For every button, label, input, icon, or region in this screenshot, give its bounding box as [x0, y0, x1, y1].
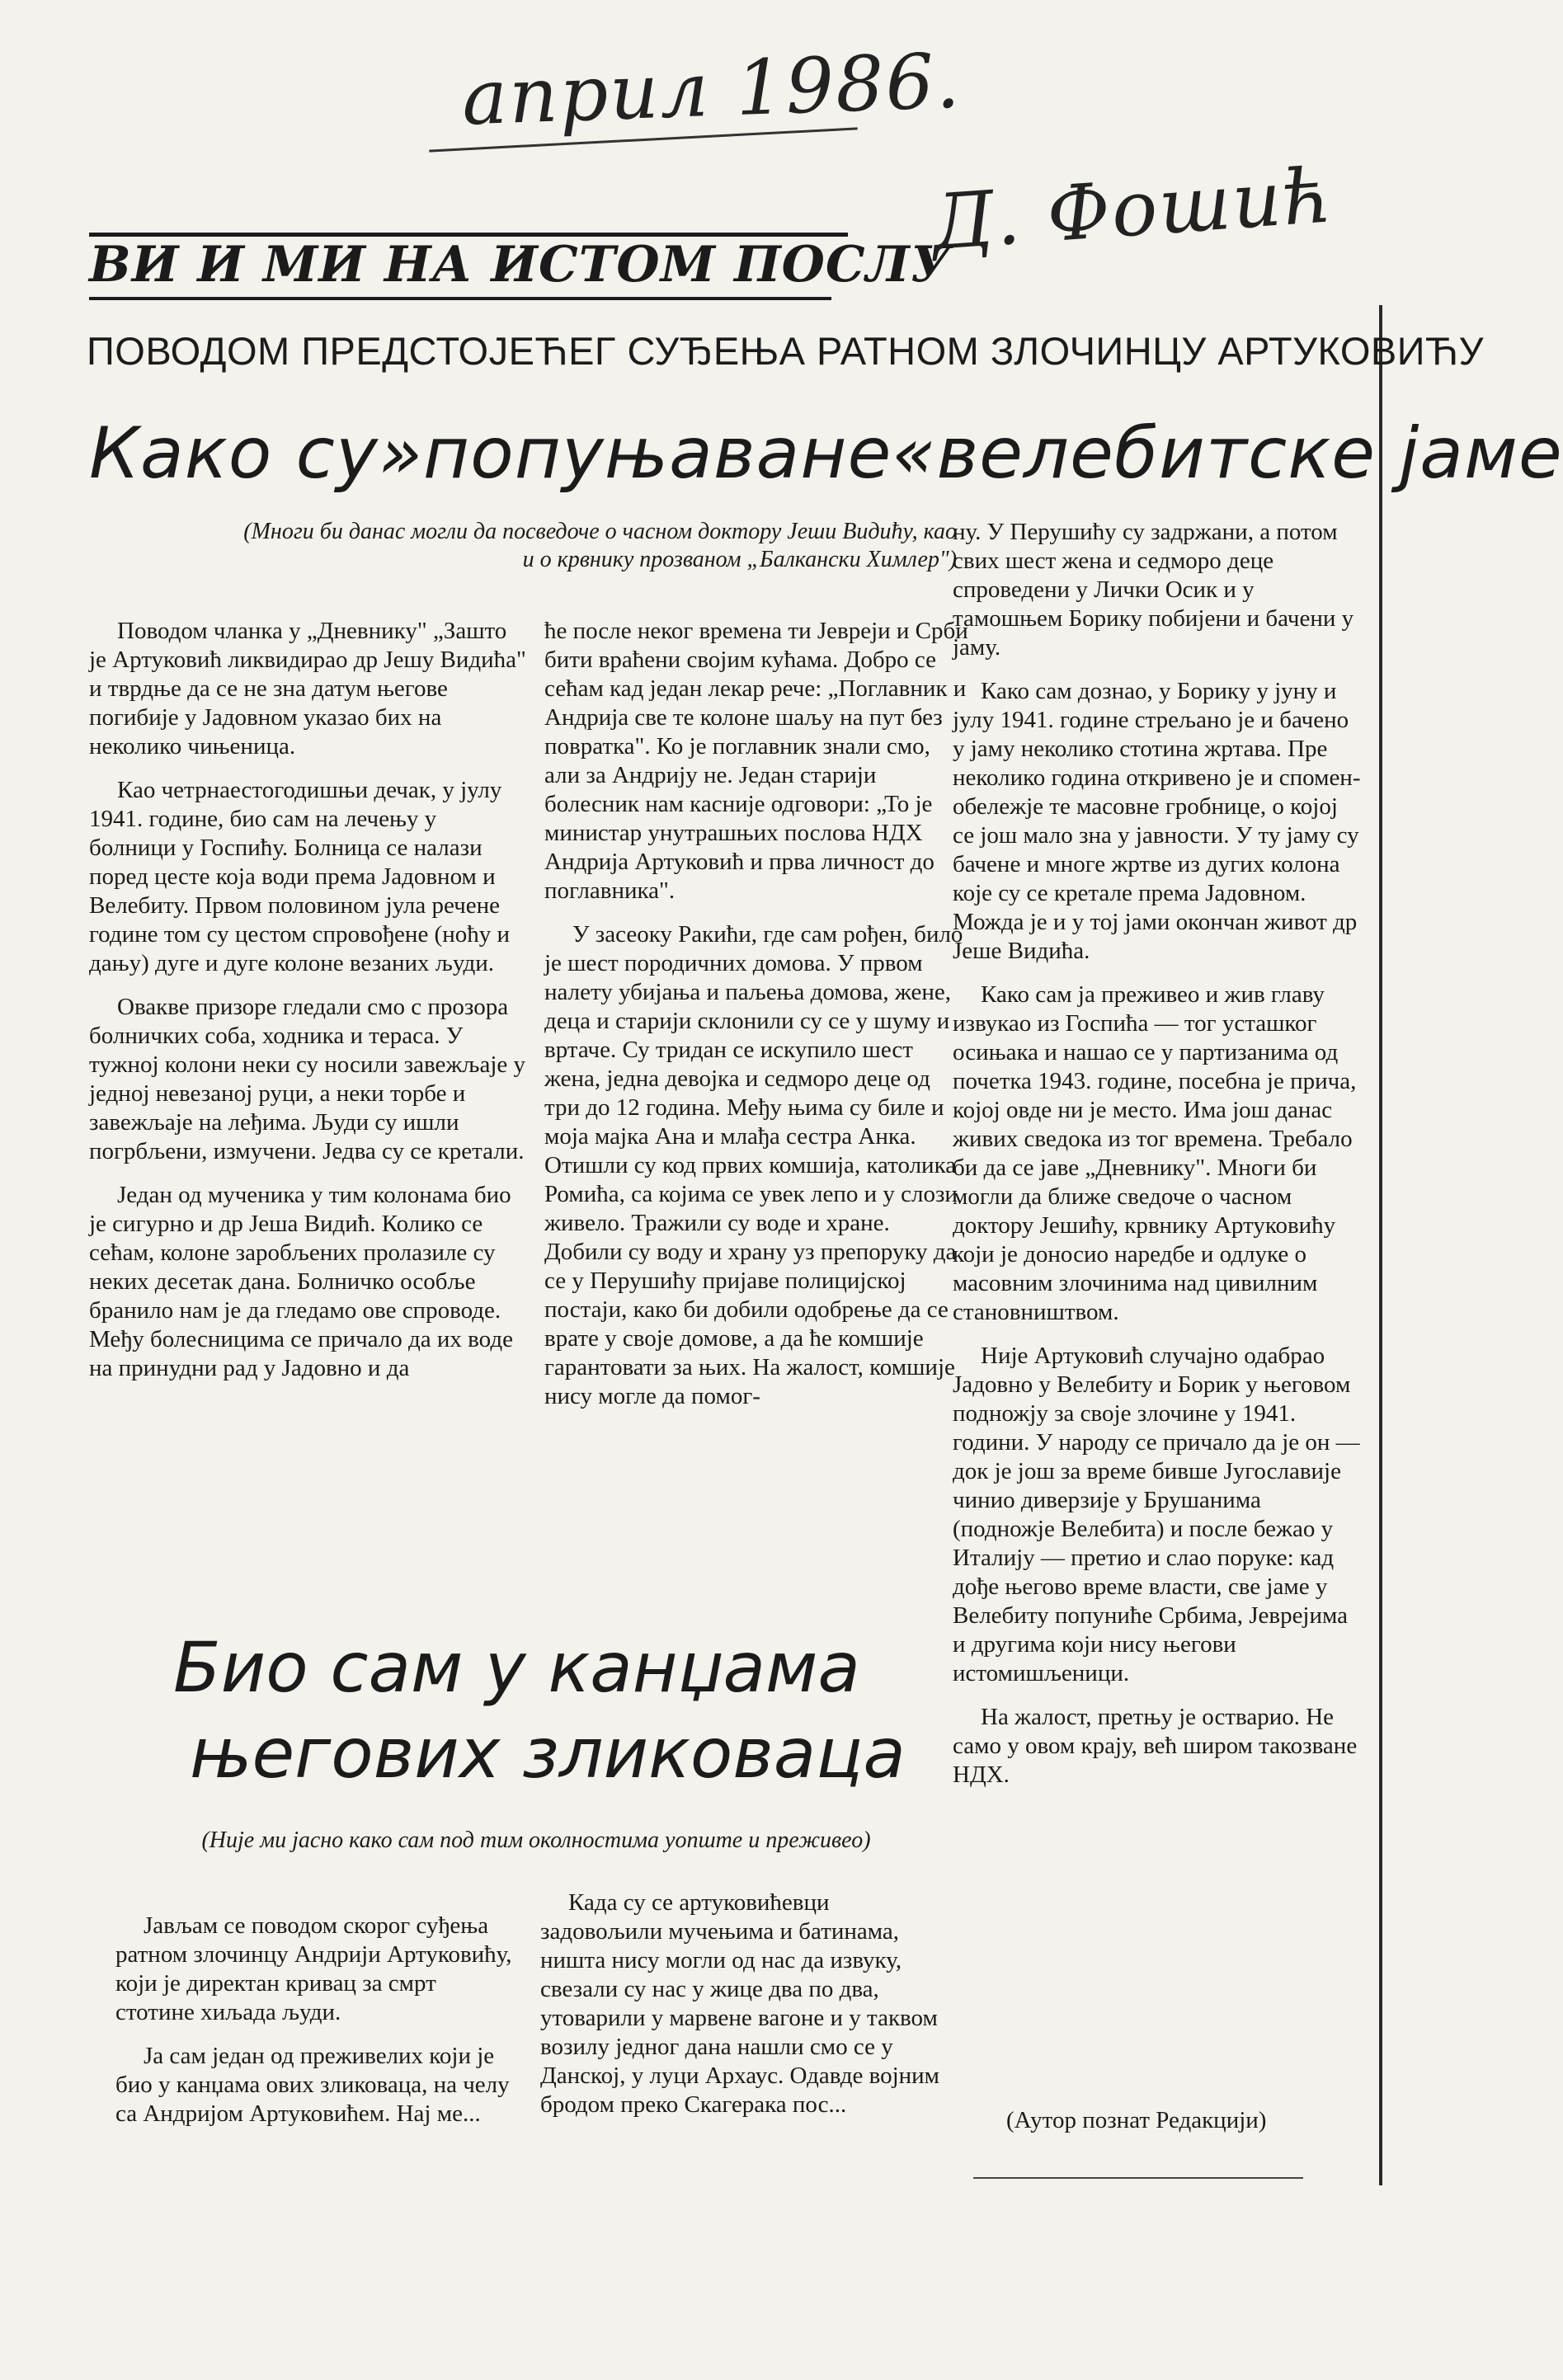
kicker-bottom-rule	[89, 297, 831, 300]
handwritten-signature: Д. Фошић	[929, 151, 1336, 267]
overline-heading: ПОВОДОМ ПРЕДСТОЈЕЋЕГ СУЂЕЊА РАТНОМ ЗЛОЧИНЦУ АРТУКОВИЋУ	[87, 329, 1485, 373]
article1-headline: Како су»попуњаване«велебитске јаме	[89, 412, 1563, 495]
paragraph: Поводом чланка у „Дневнику" „Зашто је Артуковић ликвидирао др Јешу Видића" и тврдње да се не зна датум његове погибије у Јадовном указао бих на неколико чињеница.	[89, 618, 526, 760]
article2-deck: (Није ми јасно како сам под тим околностима уопште и преживео)	[201, 1827, 871, 1853]
article1-column-3	[953, 518, 1365, 1804]
paragraph: Овакве призоре гледали смо с прозора болничких соба, ходника и тераса. У тужној колони неки су носили завежљаје у једној невезаној руци, а неки торбе и завежљаје на леђима. Људи су ишли погрбљени, измучени. Једва су се кретали.	[89, 994, 526, 1164]
article1-column-1	[89, 617, 526, 1398]
paragraph: ну. У Перушићу су задржани, а потом свих шест жена и седморо деце спроведени у Лички Осик и у тамошњем Борику побијени и бачени у јаму.	[953, 519, 1354, 661]
bottom-rule	[973, 2177, 1303, 2179]
article1-column-2	[544, 617, 969, 1426]
paragraph: Када су се артуковићевци задовољили мучењима и батинама, ништа нису могли од нас да извуку, свезали су нас у жице два по два, утоварили у марвене вагоне и у таквом возилу једног дана нашли смо се у Данској, у луци Архаус. Одавде војним бродом преко Скагерака пос...	[540, 1889, 940, 2118]
article2-headline-line2: његових зликоваца	[190, 1713, 906, 1794]
paragraph: Како сам дознао, у Борику у јуну и јулу 1941. године стрељано је и бачено у јаму неколико стотина жртава. Пре неколико година откривено је и спомен-обележје те масовне гробнице, о којој се још мало зна у јавности. У ту јаму су бачене и многе жртве из дугих колона које су се кретале према Јадовном. Можда је и у тој јами окончан живот др Јеше Видића.	[953, 678, 1361, 964]
paragraph: Јављам се поводом скорог суђења ратном злочинцу Андрији Артуковићу, који је директан кривац за смрт стотине хиљада људи.	[115, 1912, 512, 2025]
paragraph: ће после неког времена ти Јевреји и Срби бити враћени својим кућама. Добро се сећам кад један лекар рече: „Поглавник и Андрија све те колоне шаљу на пут без повратка". Ко је поглавник знали смо, али за Андрију не. Један старији болесник нам касније одговори: „То је министар унутрашњих послова НДХ Андрија Артуковић и прва личност до поглавника".	[544, 618, 968, 904]
paragraph: Ја сам један од преживелих који је био у канџама ових зликоваца, на челу са Андријом Артуковићем. Нај ме...	[115, 2043, 510, 2127]
handwritten-date: април 1986.	[460, 36, 963, 143]
article2-headline	[173, 1625, 916, 1796]
paragraph: Као четрнаестогодишњи дечак, у јулу 1941. године, био сам на лечењу у болници у Госпићу. Болница се налази поред цесте која води према Јадовном и Велебиту. Првом половином јула речене године том су цестом спровођене (ноћу и дању) дуге и дуге колоне везаних људи.	[89, 777, 511, 976]
article2-column-1	[115, 1912, 520, 2143]
article2-headline-line1: Био сам у канџама	[173, 1627, 860, 1708]
column-frame-rule	[1379, 305, 1382, 2185]
paragraph: У засеоку Ракићи, где сам рођен, било је шест породичних домова. У првом налету убијања и паљења домова, жене, деца и старији склонили су се у шуму и вртаче. Су тридан се искупило шест жена, једна девојка и седморо деце од три до 12 година. Међу њима су биле и моја мајка Ана и млађа сестра Анка. Отишли су код првих комшија, католика Ромића, са којима се увек лепо и у слози живело. Тражили су воде и хране. Добили су воду и храну уз препоруку да се у Перушићу пријаве полицијској постаји, како би добили одобрење да се врате у своје домове, а да ће комшије гарантовати за њих. На жалост, комшије нису могле да помог-	[544, 921, 963, 1409]
kicker-heading: ВИ И МИ НА ИСТОМ ПОСЛУ	[89, 236, 952, 294]
article2-column-2	[540, 1888, 944, 2134]
paragraph: На жалост, претњу је остварио. Не само у овом крају, већ широм такозване НДХ.	[953, 1704, 1358, 1788]
paragraph: Како сам ја преживео и жив главу извукао из Госпића — тог усташког осињака и нашао се у партизанима од почетка 1943. године, посебна је прича, којој овде ни је место. Има још данас живих сведока из тог времена. Требало би да се јаве „Дневнику". Многи би могли да ближе сведоче о часном доктору Јешићу, крвнику Артуковићу који је доносио наредбе и одлуке о масовним злочинима над цивилним становништвом.	[953, 981, 1357, 1325]
article1-deck: (Многи би данас могли да посведоче о часном доктору Јеши Видићу, као и о крвнику прозваном „Балкански Химлер")	[243, 519, 957, 572]
author-note: (Аутор познат Редакцији)	[1006, 2107, 1267, 2133]
paragraph: Један од мученика у тим колонама био је сигурно и др Јеша Видић. Колико се сећам, колоне заробљених пролазиле су неких десетак дана. Болничко особље бранило нам је да гледамо ове спроводе. Међу болесницима се причало да их воде на принудни рад у Јадовно и да	[89, 1182, 513, 1381]
paragraph: Није Артуковић случајно одабрао Јадовно у Велебиту и Борик у његовом подножју за своје злочине у 1941. години. У народу се причало да је он — док је још за време бивше Југославије чинио диверзије у Брушанима (подножје Велебита) и после бежао у Италију — претио и слао поруке: кад дође његово време власти, све јаме у Велебиту попуниће Србима, Јеврејима и другима који нису његови истомишљеници.	[953, 1343, 1360, 1686]
